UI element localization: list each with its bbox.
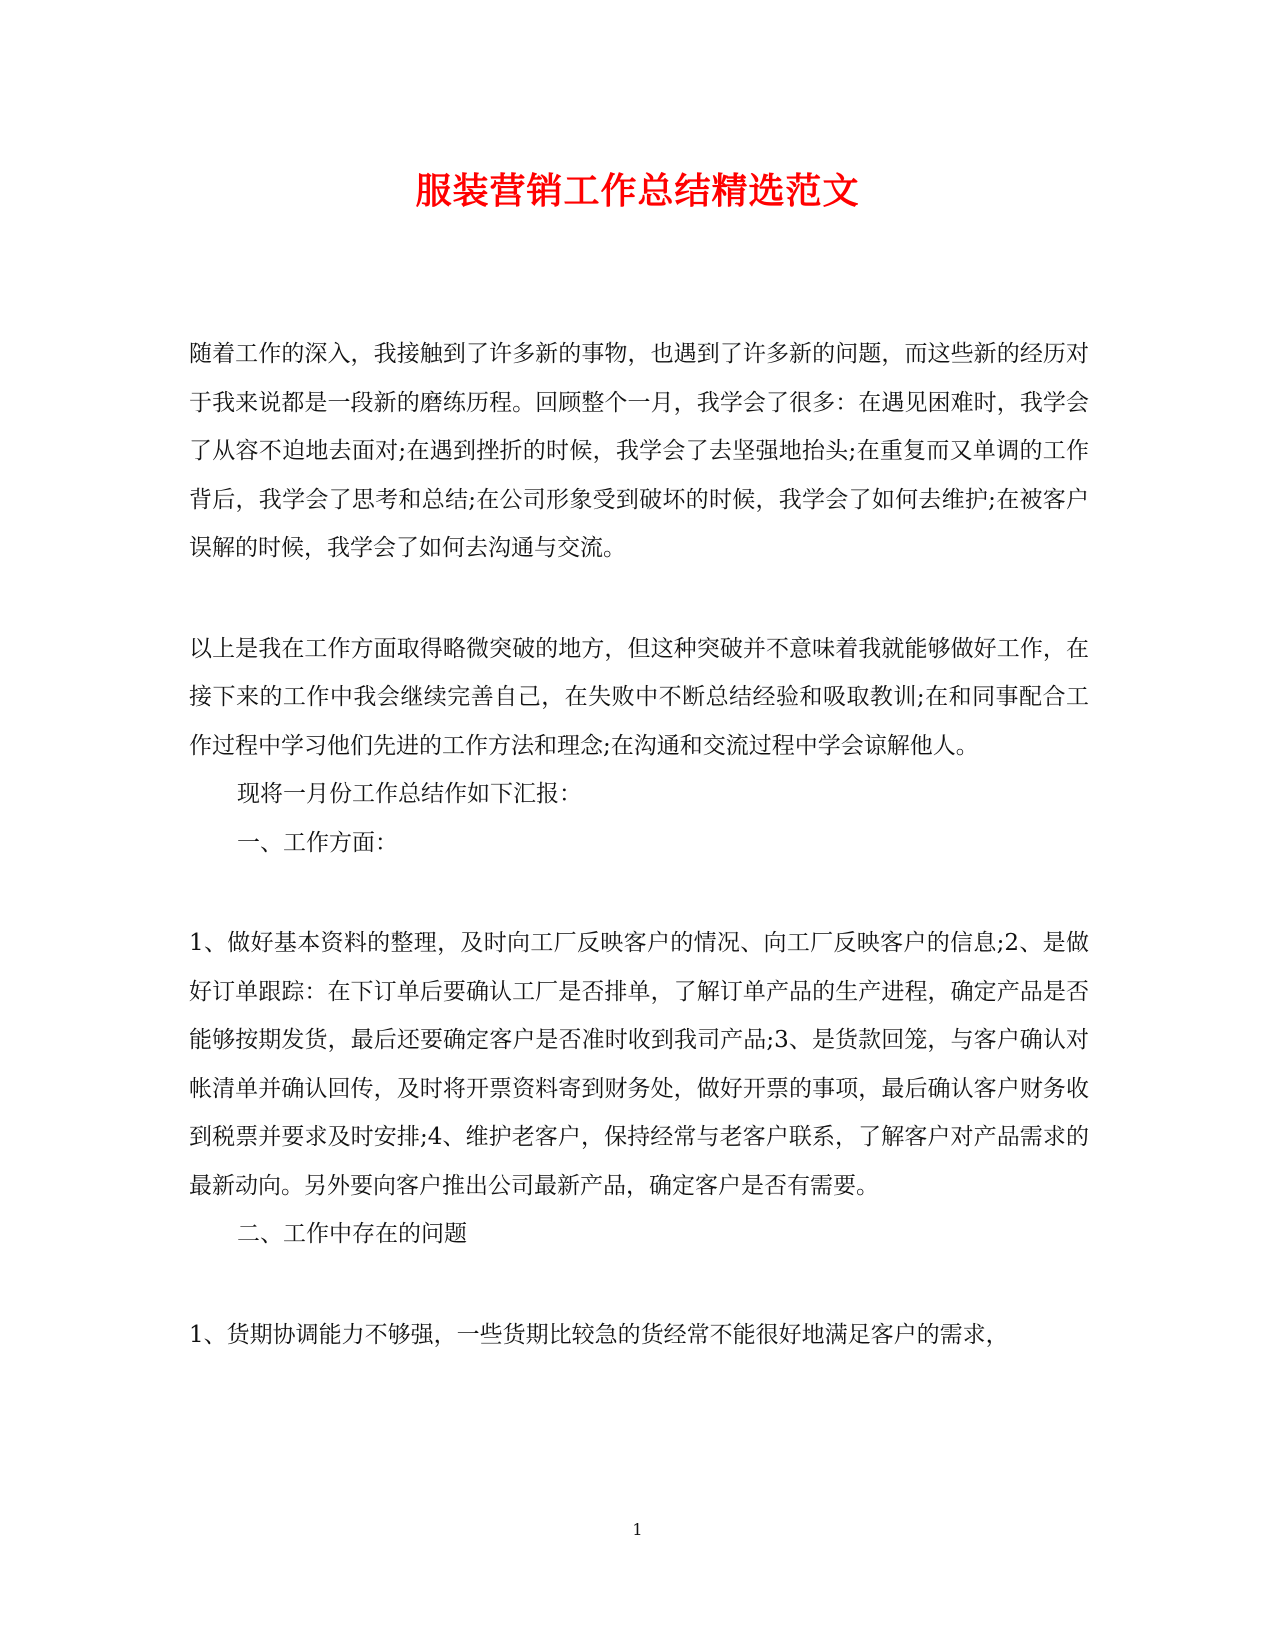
paragraph-summary: 以上是我在工作方面取得略微突破的地方，但这种突破并不意味着我就能够做好工作，在接下来的工作中我会继续完善自己，在失败中不断总结经验和吸取教训;在和同事配合工作过程中学习他们先进的工作方法和理念;在沟通和交流过程中学会谅解他人。 [189,635,1089,759]
document-title: 服装营销工作总结精选范文 [415,171,860,212]
section-heading-work: 一、工作方面： [237,829,398,856]
paragraph-intro: 随着工作的深入，我接触到了许多新的事物，也遇到了许多新的问题，而这些新的经历对于我来说都是一段新的磨练历程。回顾整个一月，我学会了很多：在遇见困难时，我学会了从容不迫地去面对;在遇到挫折的时候，我学会了去坚强地抬头;在重复而又单调的工作背后，我学会了思考和总结;在公司形象受到破坏的时候，我学会了如何去维护;在被客户误解的时候，我学会了如何去沟通与交流。 [189,341,1089,561]
paragraph-work-items: 1、做好基本资料的整理，及时向工厂反映客户的情况、向工厂反映客户的信息;2、是做好订单跟踪：在下订单后要确认工厂是否排单，了解订单产品的生产进程，确定产品是否能够按期发货，最后还要确定客户是否准时收到我司产品;3、是货款回笼，与客户确认对帐清单并确认回传，及时将开票资料寄到财务处，做好开票的事项，最后确认客户财务收到税票并要求及时安排;4、维护老客户，保持经常与老客户联系，了解客户对产品需求的最新动向。另外要向客户推出公司最新产品，确定客户是否有需要。 [189,930,1089,1199]
document-body [189,330,1089,1359]
section-heading-problems: 二、工作中存在的问题 [237,1221,467,1247]
paragraph-problem-item: 1、货期协调能力不够强，一些货期比较急的货经常不能很好地满足客户的需求， [189,1321,1009,1348]
page-number: 1 [632,1520,643,1539]
paragraph-report-intro: 现将一月份工作总结作如下汇报： [237,781,582,807]
